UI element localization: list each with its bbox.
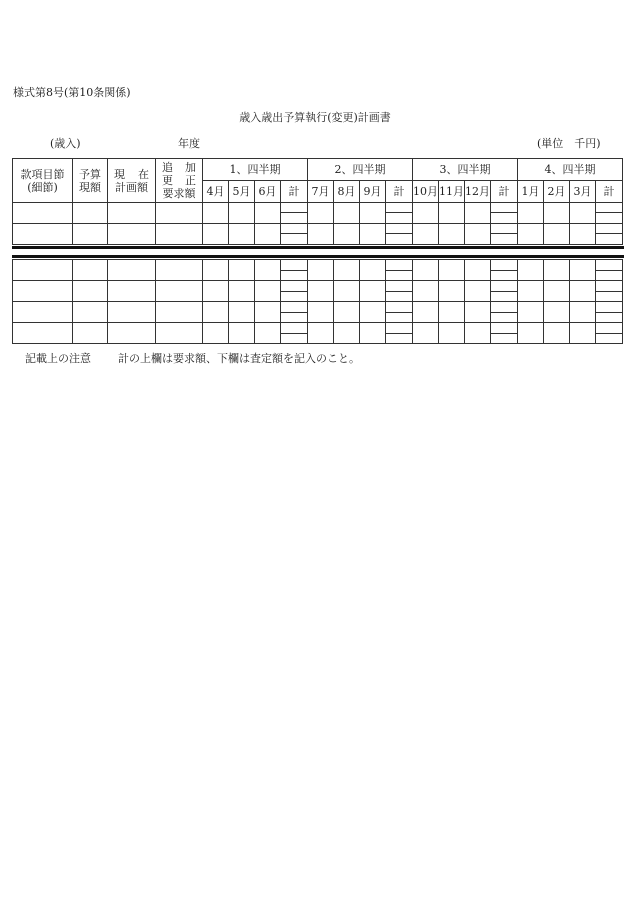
assessed-amount-cell[interactable] bbox=[281, 233, 307, 244]
requested-amount-cell[interactable] bbox=[386, 302, 412, 312]
assessed-amount-cell[interactable] bbox=[386, 233, 412, 244]
input-cell[interactable] bbox=[13, 323, 73, 344]
input-cell[interactable] bbox=[465, 302, 491, 323]
note-text: 計の上欄は要求額、下欄は査定額を記入のこと。 bbox=[118, 352, 360, 365]
input-cell[interactable] bbox=[360, 260, 386, 281]
input-cell[interactable] bbox=[465, 281, 491, 302]
total-cell[interactable] bbox=[281, 203, 308, 224]
requested-amount-cell[interactable] bbox=[281, 203, 307, 212]
input-cell[interactable] bbox=[203, 260, 229, 281]
input-cell[interactable] bbox=[203, 203, 229, 224]
input-cell[interactable] bbox=[73, 302, 108, 323]
input-cell[interactable] bbox=[465, 260, 491, 281]
table-row bbox=[13, 260, 623, 281]
assessed-amount-cell[interactable] bbox=[386, 270, 412, 281]
requested-amount-cell[interactable] bbox=[281, 302, 307, 312]
input-cell[interactable] bbox=[439, 281, 465, 302]
input-cell[interactable] bbox=[255, 260, 281, 281]
total-cell[interactable] bbox=[386, 302, 413, 323]
month-header: 4月 bbox=[203, 181, 229, 203]
total-cell[interactable] bbox=[491, 260, 518, 281]
total-cell[interactable] bbox=[386, 203, 413, 224]
input-cell[interactable] bbox=[360, 224, 386, 245]
total-cell[interactable] bbox=[386, 224, 413, 245]
month-header: 6月 bbox=[255, 181, 281, 203]
total-header: 計 bbox=[596, 181, 623, 203]
input-cell[interactable] bbox=[465, 224, 491, 245]
total-cell[interactable] bbox=[491, 302, 518, 323]
requested-amount-cell[interactable] bbox=[386, 281, 412, 291]
input-cell[interactable] bbox=[570, 281, 596, 302]
input-cell[interactable] bbox=[544, 224, 570, 245]
assessed-amount-cell[interactable] bbox=[386, 291, 412, 302]
input-cell[interactable] bbox=[544, 203, 570, 224]
requested-amount-cell[interactable] bbox=[596, 260, 622, 270]
assessed-amount-cell[interactable] bbox=[596, 312, 622, 323]
input-cell[interactable] bbox=[308, 323, 334, 344]
month-header: 2月 bbox=[544, 181, 570, 203]
input-cell[interactable] bbox=[413, 302, 439, 323]
note-label: 記載上の注意 bbox=[25, 352, 91, 365]
table-row bbox=[13, 302, 623, 323]
assessed-amount-cell[interactable] bbox=[596, 233, 622, 244]
total-cell[interactable] bbox=[596, 323, 623, 344]
total-header: 計 bbox=[386, 181, 413, 203]
total-cell[interactable] bbox=[596, 302, 623, 323]
input-cell[interactable] bbox=[308, 203, 334, 224]
total-cell[interactable] bbox=[281, 323, 308, 344]
input-cell[interactable] bbox=[360, 281, 386, 302]
input-cell[interactable] bbox=[229, 302, 255, 323]
requested-amount-cell[interactable] bbox=[596, 323, 622, 333]
requested-amount-cell[interactable] bbox=[386, 323, 412, 333]
requested-amount-cell[interactable] bbox=[491, 323, 517, 333]
requested-amount-cell[interactable] bbox=[491, 302, 517, 312]
input-cell[interactable] bbox=[73, 281, 108, 302]
assessed-amount-cell[interactable] bbox=[281, 212, 307, 223]
input-cell[interactable] bbox=[73, 260, 108, 281]
input-cell[interactable] bbox=[255, 203, 281, 224]
input-cell[interactable] bbox=[229, 224, 255, 245]
total-cell[interactable] bbox=[596, 224, 623, 245]
total-cell[interactable] bbox=[281, 302, 308, 323]
quarter-3-header: 3、四半期 bbox=[413, 159, 518, 181]
input-cell[interactable] bbox=[203, 302, 229, 323]
input-cell[interactable] bbox=[439, 203, 465, 224]
input-cell[interactable] bbox=[13, 302, 73, 323]
request-header: 追 加 更 正 要求額 bbox=[156, 159, 203, 203]
total-cell[interactable] bbox=[596, 203, 623, 224]
month-header: 3月 bbox=[570, 181, 596, 203]
input-cell[interactable] bbox=[156, 302, 203, 323]
assessed-amount-cell[interactable] bbox=[491, 233, 517, 244]
input-cell[interactable] bbox=[334, 281, 360, 302]
assessed-amount-cell[interactable] bbox=[386, 312, 412, 323]
assessed-amount-cell[interactable] bbox=[281, 270, 307, 281]
input-cell[interactable] bbox=[439, 323, 465, 344]
input-cell[interactable] bbox=[73, 224, 108, 245]
input-cell[interactable] bbox=[108, 302, 156, 323]
input-cell[interactable] bbox=[334, 260, 360, 281]
assessed-amount-cell[interactable] bbox=[281, 291, 307, 302]
total-header: 計 bbox=[491, 181, 518, 203]
input-cell[interactable] bbox=[360, 323, 386, 344]
quarter-4-header: 4、四半期 bbox=[518, 159, 623, 181]
input-cell[interactable] bbox=[308, 281, 334, 302]
requested-amount-cell[interactable] bbox=[386, 260, 412, 270]
requested-amount-cell[interactable] bbox=[386, 224, 412, 233]
input-cell[interactable] bbox=[544, 302, 570, 323]
input-cell[interactable] bbox=[13, 281, 73, 302]
division-label: (歳入) bbox=[50, 137, 81, 150]
input-cell[interactable] bbox=[413, 281, 439, 302]
assessed-amount-cell[interactable] bbox=[491, 270, 517, 281]
total-cell[interactable] bbox=[491, 323, 518, 344]
input-cell[interactable] bbox=[229, 203, 255, 224]
assessed-amount-cell[interactable] bbox=[491, 333, 517, 344]
input-cell[interactable] bbox=[518, 323, 544, 344]
input-cell[interactable] bbox=[229, 323, 255, 344]
input-cell[interactable] bbox=[13, 203, 73, 224]
month-header: 11月 bbox=[439, 181, 465, 203]
input-cell[interactable] bbox=[518, 224, 544, 245]
assessed-amount-cell[interactable] bbox=[281, 312, 307, 323]
requested-amount-cell[interactable] bbox=[596, 224, 622, 233]
quarter-1-header: 1、四半期 bbox=[203, 159, 308, 181]
assessed-amount-cell[interactable] bbox=[491, 212, 517, 223]
total-cell[interactable] bbox=[386, 260, 413, 281]
input-cell[interactable] bbox=[108, 281, 156, 302]
requested-amount-cell[interactable] bbox=[596, 302, 622, 312]
input-cell[interactable] bbox=[156, 281, 203, 302]
requested-amount-cell[interactable] bbox=[596, 203, 622, 212]
input-cell[interactable] bbox=[518, 302, 544, 323]
input-cell[interactable] bbox=[308, 302, 334, 323]
input-cell[interactable] bbox=[203, 281, 229, 302]
table-row bbox=[13, 224, 623, 245]
total-cell[interactable] bbox=[281, 224, 308, 245]
month-header: 12月 bbox=[465, 181, 491, 203]
input-cell[interactable] bbox=[108, 224, 156, 245]
input-cell[interactable] bbox=[255, 323, 281, 344]
assessed-amount-cell[interactable] bbox=[596, 270, 622, 281]
input-cell[interactable] bbox=[108, 260, 156, 281]
input-cell[interactable] bbox=[570, 203, 596, 224]
input-cell[interactable] bbox=[570, 224, 596, 245]
unit-label: (単位 千円) bbox=[537, 137, 601, 150]
revenue-rows bbox=[13, 203, 623, 245]
input-cell[interactable] bbox=[334, 203, 360, 224]
assessed-amount-cell[interactable] bbox=[491, 291, 517, 302]
requested-amount-cell[interactable] bbox=[386, 203, 412, 212]
input-cell[interactable] bbox=[13, 260, 73, 281]
input-cell[interactable] bbox=[413, 260, 439, 281]
assessed-amount-cell[interactable] bbox=[491, 312, 517, 323]
input-cell[interactable] bbox=[439, 302, 465, 323]
assessed-amount-cell[interactable] bbox=[596, 212, 622, 223]
input-cell[interactable] bbox=[544, 323, 570, 344]
input-cell[interactable] bbox=[360, 203, 386, 224]
budget-table-expenditure bbox=[12, 259, 623, 344]
total-cell[interactable] bbox=[281, 260, 308, 281]
input-cell[interactable] bbox=[108, 203, 156, 224]
input-cell[interactable] bbox=[229, 281, 255, 302]
input-cell[interactable] bbox=[413, 203, 439, 224]
input-cell[interactable] bbox=[255, 224, 281, 245]
input-cell[interactable] bbox=[156, 260, 203, 281]
input-cell[interactable] bbox=[73, 203, 108, 224]
month-header: 7月 bbox=[308, 181, 334, 203]
input-cell[interactable] bbox=[518, 260, 544, 281]
input-cell[interactable] bbox=[570, 302, 596, 323]
total-cell[interactable] bbox=[491, 224, 518, 245]
input-cell[interactable] bbox=[203, 323, 229, 344]
input-cell[interactable] bbox=[413, 323, 439, 344]
month-header: 8月 bbox=[334, 181, 360, 203]
requested-amount-cell[interactable] bbox=[491, 260, 517, 270]
quarter-2-header: 2、四半期 bbox=[308, 159, 413, 181]
current-plan-header: 現 在 計画額 bbox=[108, 159, 156, 203]
requested-amount-cell[interactable] bbox=[281, 281, 307, 291]
month-header: 10月 bbox=[413, 181, 439, 203]
fiscal-year-label: 年度 bbox=[178, 137, 200, 150]
assessed-amount-cell[interactable] bbox=[281, 333, 307, 344]
input-cell[interactable] bbox=[308, 224, 334, 245]
input-cell[interactable] bbox=[570, 323, 596, 344]
input-cell[interactable] bbox=[108, 323, 156, 344]
month-header: 9月 bbox=[360, 181, 386, 203]
input-cell[interactable] bbox=[518, 281, 544, 302]
input-cell[interactable] bbox=[334, 302, 360, 323]
input-cell[interactable] bbox=[255, 281, 281, 302]
input-cell[interactable] bbox=[255, 302, 281, 323]
input-cell[interactable] bbox=[156, 203, 203, 224]
input-cell[interactable] bbox=[544, 281, 570, 302]
total-cell[interactable] bbox=[596, 281, 623, 302]
budget-header: 予算 現額 bbox=[73, 159, 108, 203]
input-cell[interactable] bbox=[156, 323, 203, 344]
input-cell[interactable] bbox=[334, 224, 360, 245]
input-cell[interactable] bbox=[308, 260, 334, 281]
requested-amount-cell[interactable] bbox=[491, 203, 517, 212]
account-header: 款項目節 (細節) bbox=[13, 159, 73, 203]
document-title: 歳入歳出予算執行(変更)計画書 bbox=[239, 111, 391, 124]
table-row bbox=[13, 281, 623, 302]
total-cell[interactable] bbox=[386, 323, 413, 344]
input-cell[interactable] bbox=[13, 224, 73, 245]
total-header: 計 bbox=[281, 181, 308, 203]
input-cell[interactable] bbox=[439, 224, 465, 245]
input-cell[interactable] bbox=[334, 323, 360, 344]
requested-amount-cell[interactable] bbox=[491, 224, 517, 233]
form-number-label: 様式第8号(第10条関係) bbox=[13, 86, 131, 99]
input-cell[interactable] bbox=[570, 260, 596, 281]
requested-amount-cell[interactable] bbox=[281, 323, 307, 333]
requested-amount-cell[interactable] bbox=[596, 281, 622, 291]
assessed-amount-cell[interactable] bbox=[386, 212, 412, 223]
input-cell[interactable] bbox=[518, 203, 544, 224]
input-cell[interactable] bbox=[465, 323, 491, 344]
requested-amount-cell[interactable] bbox=[281, 260, 307, 270]
month-header: 5月 bbox=[229, 181, 255, 203]
budget-table-revenue bbox=[12, 158, 623, 245]
input-cell[interactable] bbox=[439, 260, 465, 281]
input-cell[interactable] bbox=[73, 323, 108, 344]
input-cell[interactable] bbox=[229, 260, 255, 281]
section-divider-top bbox=[12, 246, 624, 249]
expenditure-rows bbox=[13, 260, 623, 344]
input-cell[interactable] bbox=[203, 224, 229, 245]
requested-amount-cell[interactable] bbox=[281, 224, 307, 233]
total-cell[interactable] bbox=[596, 260, 623, 281]
requested-amount-cell[interactable] bbox=[491, 281, 517, 291]
assessed-amount-cell[interactable] bbox=[596, 291, 622, 302]
input-cell[interactable] bbox=[156, 224, 203, 245]
table-row bbox=[13, 323, 623, 344]
table-row bbox=[13, 203, 623, 224]
input-cell[interactable] bbox=[413, 224, 439, 245]
input-cell[interactable] bbox=[465, 203, 491, 224]
total-cell[interactable] bbox=[386, 281, 413, 302]
input-cell[interactable] bbox=[544, 260, 570, 281]
total-cell[interactable] bbox=[491, 203, 518, 224]
assessed-amount-cell[interactable] bbox=[386, 333, 412, 344]
total-cell[interactable] bbox=[281, 281, 308, 302]
total-cell[interactable] bbox=[491, 281, 518, 302]
assessed-amount-cell[interactable] bbox=[596, 333, 622, 344]
month-header: 1月 bbox=[518, 181, 544, 203]
section-divider-bottom bbox=[12, 255, 624, 258]
input-cell[interactable] bbox=[360, 302, 386, 323]
